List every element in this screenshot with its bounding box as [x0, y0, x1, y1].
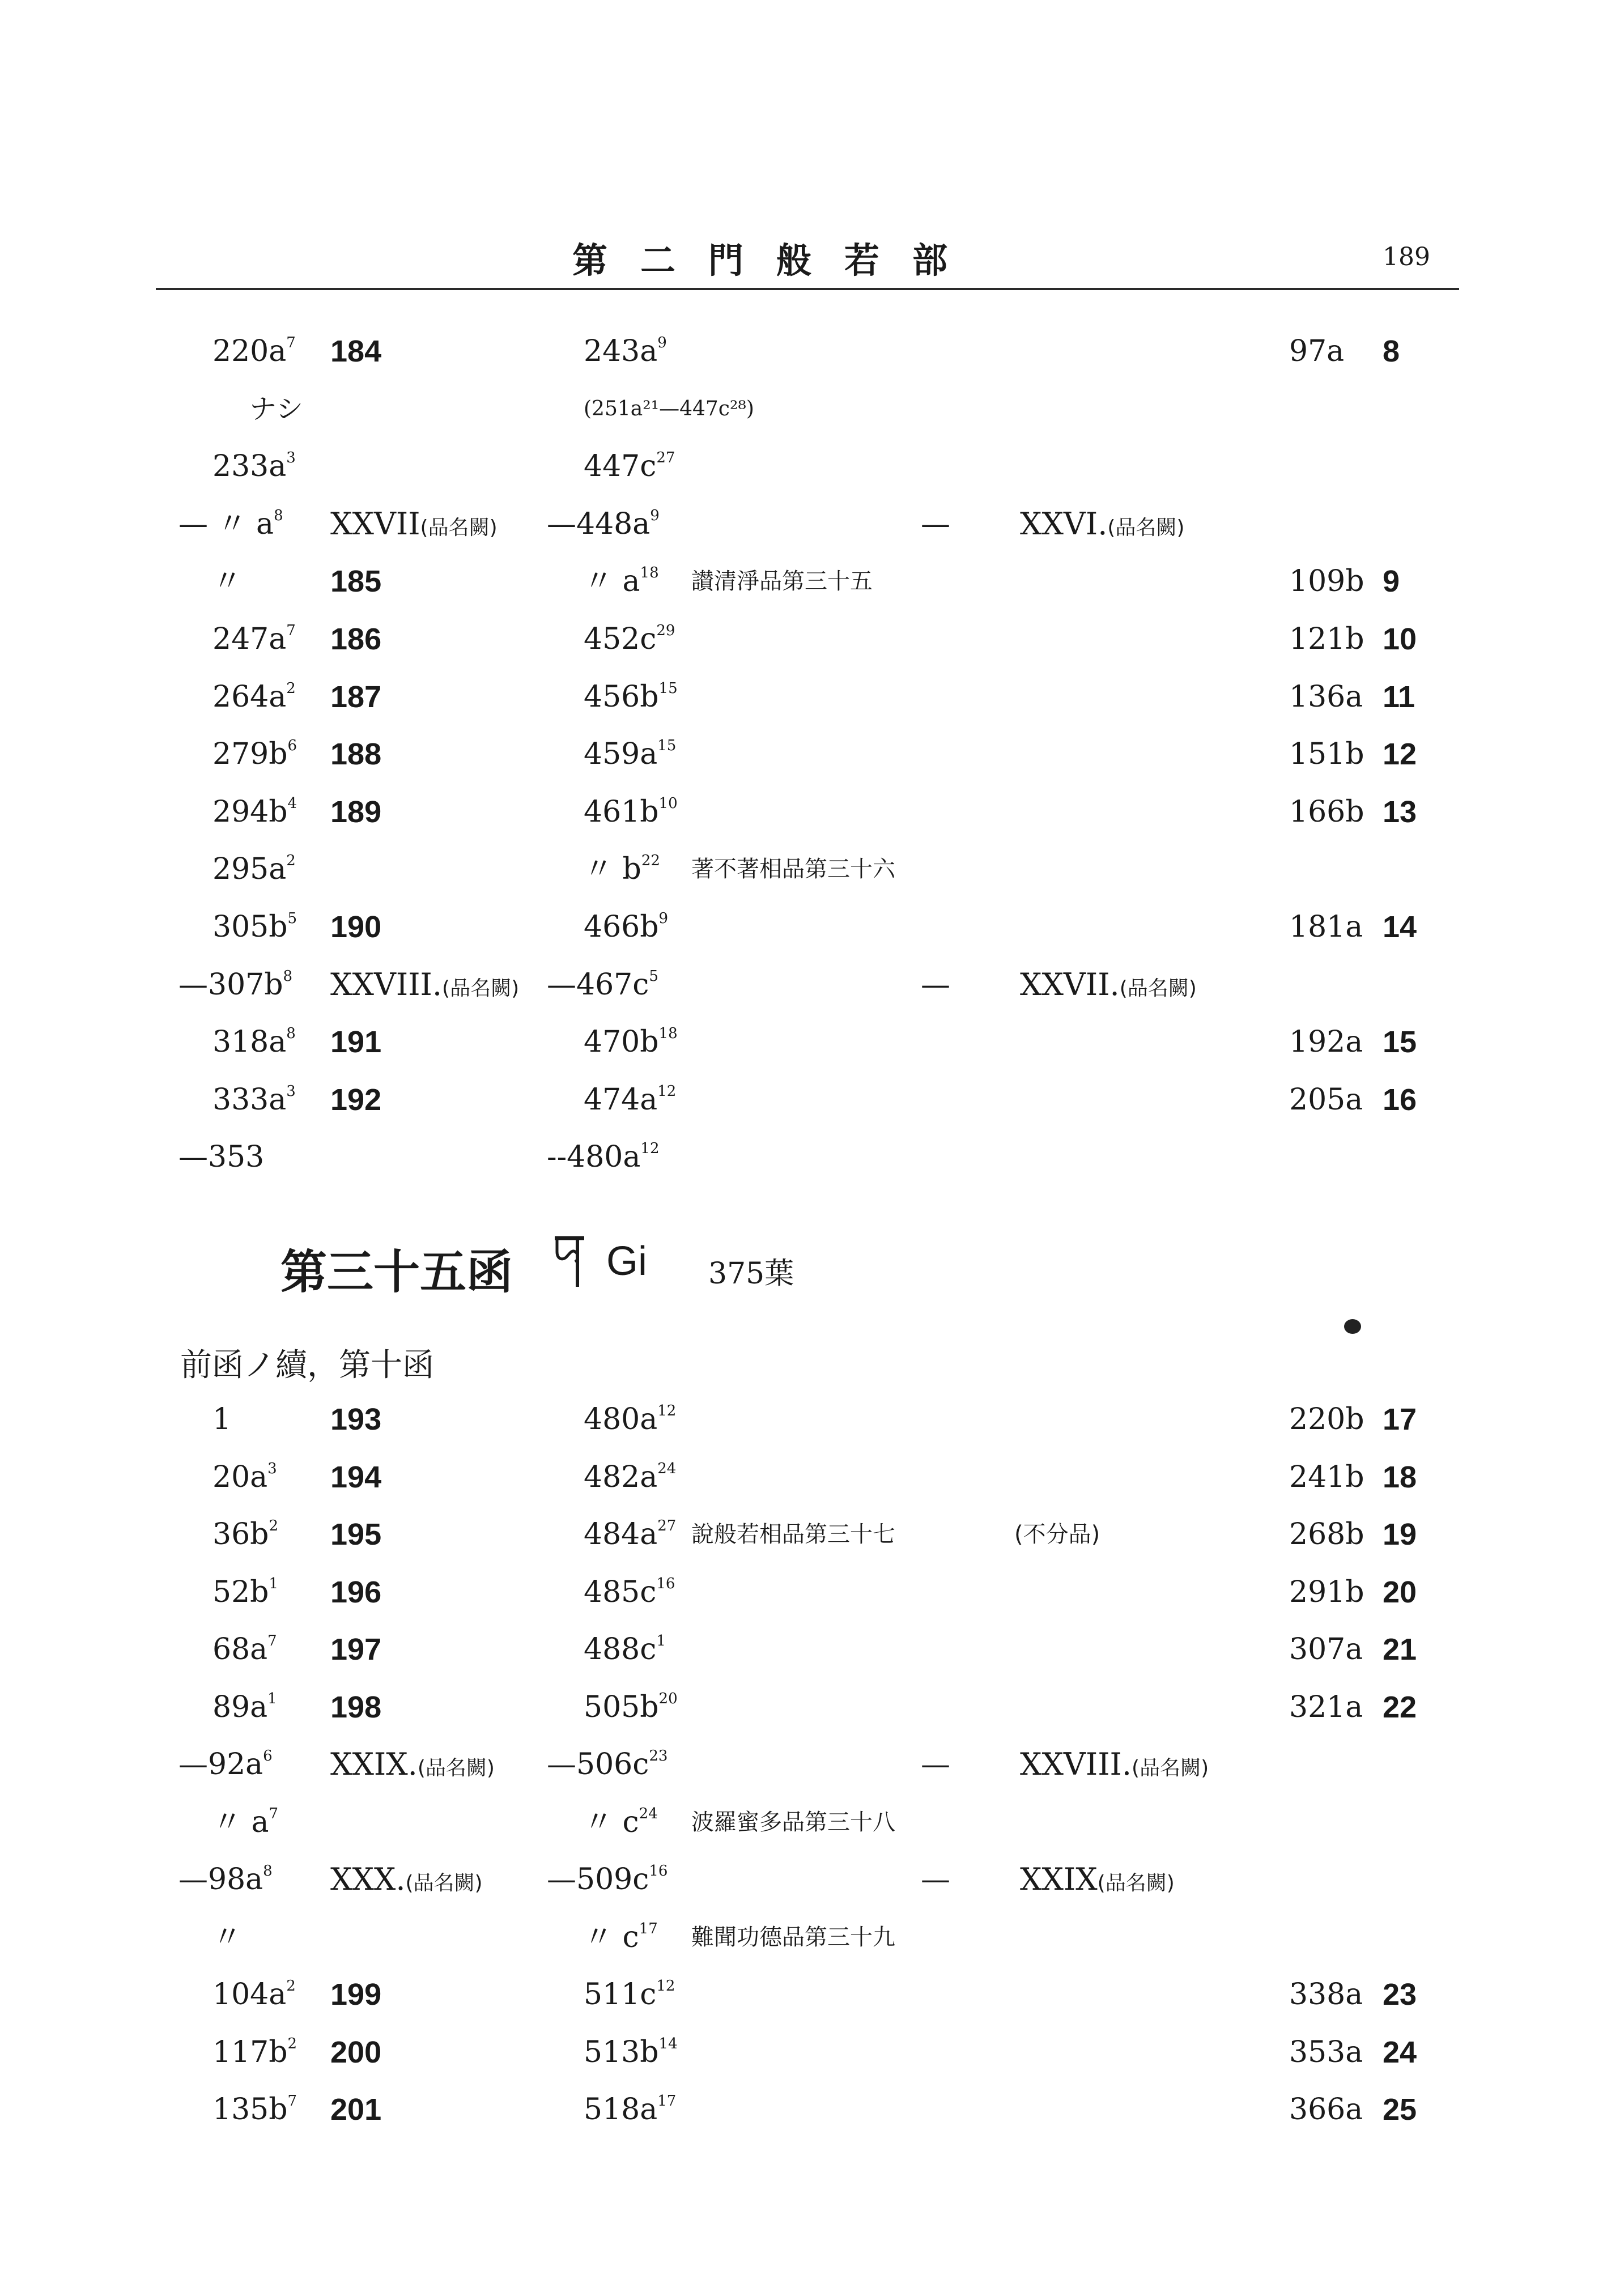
range-dash: — [921, 1747, 950, 1781]
start-ref [178, 501, 283, 547]
start-ref-value: 1 [212, 1402, 232, 1436]
roman-section-alt-value: XXVI. [1020, 505, 1108, 542]
table-row [0, 501, 1624, 547]
roman-section-note: (品名闕) [405, 1872, 483, 1895]
start-ref-value: 318a [212, 1025, 287, 1060]
page-ref [584, 847, 660, 892]
start-ref-value: 〃 [212, 1920, 243, 1954]
range-dash: — [921, 1863, 950, 1897]
page-ref-value: 484a [584, 1517, 658, 1551]
start-ref-superscript: 7 [267, 1632, 277, 1649]
volume-number: 200 [330, 2035, 382, 2069]
table-row [0, 1800, 1624, 1845]
start-ref-value: 135b [212, 2093, 288, 2127]
page-ref [584, 1397, 676, 1442]
sequence-number: 23 [1383, 1978, 1417, 2012]
start-ref-value: —353 [178, 1140, 265, 1175]
page-ref [584, 1512, 676, 1557]
start-ref [212, 1397, 231, 1442]
start-ref-value: — 〃 a [178, 507, 274, 541]
page-ref [584, 1800, 658, 1845]
section-subtitle: 前函ノ續，第十函 [180, 1347, 434, 1384]
tibetan-gi-letter-icon [552, 1232, 586, 1289]
start-ref [178, 1134, 264, 1180]
sequence-number: 11 [1383, 679, 1415, 714]
start-ref-value: —98a [178, 1863, 263, 1897]
start-ref-value: 117b [212, 2035, 288, 2069]
table-row [0, 2087, 1624, 2132]
table-row [0, 904, 1624, 950]
page-ref-superscript: 14 [658, 2035, 678, 2052]
volume-number: 191 [330, 1025, 382, 1060]
page-range-note: (251a²¹—447c²⁸) [584, 397, 754, 420]
table-row [0, 1512, 1624, 1557]
page-ref-value: 〃 b [584, 852, 641, 887]
page-ref-value: 470b [584, 1025, 659, 1060]
table-row [0, 444, 1624, 489]
chapter-title: 波羅蜜多品第三十八 [691, 1809, 895, 1835]
page-ref [584, 1455, 676, 1500]
page-ref-value: —448a [547, 507, 651, 541]
sequence-number: 19 [1383, 1517, 1417, 1551]
volume-number: 184 [330, 334, 382, 368]
roman-section-value: XXX. [330, 1861, 406, 1897]
volume-number: 185 [330, 564, 382, 599]
page-ref [584, 616, 675, 662]
table-row [0, 847, 1624, 892]
table-row [0, 2030, 1624, 2075]
roman-section-value: XXIX. [330, 1746, 418, 1782]
chapter-title: 著不著相品第三十六 [691, 856, 895, 883]
page-ref-superscript: 17 [657, 2093, 677, 2110]
roman-section [330, 1742, 495, 1791]
start-ref [178, 962, 292, 1007]
volume-number: 192 [330, 1082, 382, 1117]
start-ref-value: 〃 [212, 564, 243, 599]
volume-number: 194 [330, 1460, 382, 1494]
page-number: 189 [1383, 243, 1430, 271]
page-ref-superscript: 5 [649, 967, 658, 985]
start-ref-value: 264a [212, 679, 287, 714]
roman-section-alt-note: (品名闕) [1097, 1872, 1175, 1895]
folio-ref: 353a [1289, 2035, 1363, 2069]
page-ref-value: 505b [584, 1690, 659, 1724]
start-ref-superscript: 8 [274, 507, 283, 524]
sequence-number: 17 [1383, 1402, 1417, 1436]
volume-number: 199 [330, 1978, 382, 2012]
roman-section-alt-value: XXVII. [1020, 966, 1120, 1002]
folio-ref: 291b [1289, 1575, 1364, 1609]
sequence-number: 24 [1383, 2035, 1417, 2069]
table-row [0, 1685, 1624, 1730]
start-ref-value: 89a [212, 1690, 268, 1724]
table-row [0, 1627, 1624, 1672]
volume-number: 186 [330, 622, 382, 656]
folio-ref: 192a [1289, 1025, 1363, 1060]
page-ref-value: 452c [584, 622, 657, 656]
start-ref [212, 1570, 278, 1615]
volume-number: 187 [330, 679, 382, 714]
start-ref-value: 333a [212, 1082, 287, 1117]
page-ref [547, 1857, 668, 1902]
page-ref-superscript: 29 [656, 622, 675, 639]
roman-section-alt-note: (品名闕) [1119, 976, 1197, 1000]
roman-section [330, 1857, 483, 1906]
start-ref-value: 〃 a [212, 1805, 269, 1839]
folio-ref: 181a [1289, 910, 1363, 944]
start-ref-value: 295a [212, 852, 287, 887]
roman-section [330, 962, 519, 1011]
start-ref-superscript: 7 [286, 622, 296, 639]
start-ref [212, 559, 242, 604]
page-ref-value: --480a [547, 1140, 641, 1175]
start-ref-value: 104a [212, 1978, 287, 2012]
page-ref [547, 1134, 660, 1180]
start-ref-value: 220a [212, 334, 287, 368]
sequence-number: 21 [1383, 1632, 1417, 1666]
table-row [0, 1019, 1624, 1065]
folio-ref: 166b [1289, 794, 1364, 829]
page-ref-value: 243a [584, 334, 658, 368]
start-ref [212, 2030, 297, 2075]
page-ref-value: —506c [547, 1747, 649, 1781]
start-ref-superscript: 2 [286, 679, 296, 697]
page-ref-superscript: 27 [657, 1517, 677, 1534]
start-ref-value: 294b [212, 794, 288, 829]
table-row [0, 1397, 1624, 1442]
sequence-number: 18 [1383, 1460, 1417, 1494]
volume-number: 197 [330, 1632, 382, 1666]
start-ref-superscript: 8 [286, 1025, 296, 1043]
start-ref-superscript: 4 [287, 794, 297, 812]
page-ref [584, 329, 667, 374]
page-ref [584, 444, 675, 489]
start-ref-superscript: 1 [267, 1690, 277, 1707]
page-ref [584, 1077, 676, 1123]
page-ref-value: 〃 c [584, 1805, 639, 1839]
page-ref [584, 559, 659, 604]
table-row [0, 1455, 1624, 1500]
page-ref-superscript: 27 [656, 449, 675, 467]
start-ref [212, 904, 297, 950]
folio-ref: 121b [1289, 622, 1364, 656]
page-ref [584, 1019, 678, 1065]
page-ref-value: 482a [584, 1460, 658, 1494]
start-ref-value: 247a [212, 622, 287, 656]
page-ref [547, 1742, 668, 1787]
page-ref [584, 1627, 666, 1672]
page-ref-superscript: 20 [658, 1690, 678, 1707]
start-ref-value: —307b [178, 967, 283, 1002]
volume-number: 188 [330, 737, 382, 772]
start-ref [212, 1800, 278, 1845]
volume-number: 193 [330, 1402, 382, 1436]
roman-section-note: (品名闕) [417, 1757, 495, 1780]
roman-section-note: (品名闕) [420, 516, 498, 539]
page-ref-superscript: 15 [658, 679, 678, 697]
page-ref-superscript: 22 [641, 852, 660, 870]
page-ref-superscript: 16 [656, 1575, 675, 1592]
sequence-number: 12 [1383, 737, 1417, 772]
table-row [0, 962, 1624, 1007]
start-ref-superscript: 6 [287, 737, 297, 755]
header-rule [156, 288, 1459, 290]
start-ref [212, 1077, 296, 1123]
page-ref-superscript: 1 [656, 1632, 666, 1649]
folio-ref: 97a [1289, 334, 1345, 368]
page-ref-superscript: 16 [649, 1863, 668, 1880]
volume-number: 190 [330, 910, 382, 944]
roman-section-value: XXVIII. [330, 966, 443, 1002]
start-ref-value: 36b [212, 1517, 269, 1551]
page-ref [584, 789, 678, 835]
page-ref-superscript: 12 [656, 1978, 675, 1995]
page-ref-superscript: 12 [657, 1402, 677, 1419]
roman-section-alt-note: (品名闕) [1132, 1757, 1209, 1780]
page-ref-value: 518a [584, 2093, 658, 2127]
table-row [0, 559, 1624, 604]
start-ref-superscript: 6 [263, 1747, 273, 1764]
page-ref-superscript: 15 [657, 737, 677, 755]
table-row [0, 1570, 1624, 1615]
start-ref-value: —92a [178, 1747, 263, 1781]
page-ref-value: 511c [584, 1978, 657, 2012]
page-ref [584, 2030, 678, 2075]
sequence-number: 25 [1383, 2093, 1417, 2127]
start-ref-value: 68a [212, 1632, 268, 1666]
chapter-title: 說般若相品第三十七 [691, 1521, 895, 1547]
page-ref [584, 1915, 658, 1960]
folio-ref: 338a [1289, 1978, 1363, 2012]
start-ref [178, 1742, 273, 1787]
page-ref-value: 〃 c [584, 1920, 639, 1954]
start-ref [178, 1857, 273, 1902]
start-ref [212, 1019, 296, 1065]
range-dash: — [921, 507, 950, 541]
page-ref-value: 513b [584, 2035, 659, 2069]
roman-section-alt-value: XXVIII. [1020, 1746, 1132, 1782]
range-dash: — [921, 967, 950, 1002]
page-ref-value: —509c [547, 1863, 649, 1897]
roman-section-value: XXVII [330, 505, 420, 542]
page-ref-superscript: 12 [657, 1082, 677, 1100]
start-ref [212, 1627, 277, 1672]
page-ref-value: 466b [584, 910, 659, 944]
start-ref-superscript: 7 [287, 2093, 297, 2110]
folio-ref: 151b [1289, 737, 1364, 772]
volume-number: 198 [330, 1690, 382, 1724]
folio-ref: 220b [1289, 1402, 1364, 1436]
table-row [0, 1077, 1624, 1123]
page-ref-superscript: 18 [640, 564, 659, 582]
sequence-number: 14 [1383, 910, 1417, 944]
start-ref [212, 2087, 297, 2132]
start-ref-note: ナシ [249, 393, 304, 425]
start-ref-superscript: 3 [286, 1082, 296, 1100]
page-ref-superscript: 9 [650, 507, 660, 524]
volume-number: 196 [330, 1575, 382, 1609]
page-ref-value: 447c [584, 449, 657, 484]
folio-ref: 268b [1289, 1517, 1364, 1551]
start-ref-superscript: 5 [287, 910, 297, 927]
start-ref [212, 1915, 242, 1960]
start-ref-superscript: 2 [286, 1978, 296, 1995]
start-ref [212, 1972, 296, 2017]
page-ref-value: 488c [584, 1632, 657, 1666]
page-ref [584, 1570, 675, 1615]
page-ref-value: 485c [584, 1575, 657, 1609]
table-row [0, 1742, 1624, 1787]
start-ref-superscript: 2 [287, 2035, 297, 2052]
volume-number: 201 [330, 2093, 382, 2127]
start-ref [212, 674, 296, 720]
roman-section [330, 501, 498, 551]
table-row [0, 1134, 1624, 1180]
page-ref [584, 2087, 676, 2132]
roman-section-alt [1020, 501, 1184, 551]
page-ref-value: 480a [584, 1402, 658, 1436]
roman-section-alt-value: XXIX [1020, 1861, 1098, 1897]
volume-number: 195 [330, 1517, 382, 1551]
start-ref-value: 279b [212, 737, 288, 772]
sequence-number: 22 [1383, 1690, 1417, 1724]
table-row [0, 386, 1624, 432]
page-ref-superscript: 18 [658, 1025, 678, 1043]
table-row [0, 789, 1624, 835]
page-ref [584, 904, 668, 950]
table-row [0, 1972, 1624, 2017]
start-ref [212, 444, 296, 489]
start-ref-value: 233a [212, 449, 287, 484]
roman-section-alt-note: (品名闕) [1107, 516, 1185, 539]
chapter-title: 讃清淨品第三十五 [691, 568, 873, 595]
page-ref-value: 456b [584, 679, 659, 714]
sequence-number: 16 [1383, 1082, 1417, 1117]
table-row [0, 732, 1624, 777]
page-ref-value: 461b [584, 794, 659, 829]
page-ref-superscript: 9 [657, 334, 667, 351]
start-ref [212, 789, 297, 835]
page-ref-superscript: 12 [640, 1140, 660, 1158]
sequence-number: 9 [1383, 564, 1400, 599]
volume-number: 189 [330, 794, 382, 829]
folio-ref: 321a [1289, 1690, 1363, 1724]
start-ref-value: 52b [212, 1575, 269, 1609]
start-ref-superscript: 8 [263, 1863, 273, 1880]
page-ref-superscript: 24 [657, 1460, 677, 1477]
start-ref [212, 1455, 277, 1500]
start-ref-value: 305b [212, 910, 288, 944]
folio-ref: 241b [1289, 1460, 1364, 1494]
start-ref-superscript: 7 [269, 1805, 279, 1822]
roman-section-alt [1020, 1742, 1209, 1791]
page-ref-value: 〃 a [584, 564, 640, 599]
start-ref-superscript: 2 [286, 852, 296, 870]
start-ref-superscript: 2 [269, 1517, 279, 1534]
page-ref-value: 474a [584, 1082, 658, 1117]
start-ref [212, 616, 296, 662]
table-row [0, 329, 1624, 374]
sequence-number: 8 [1383, 334, 1400, 368]
page-ref [547, 962, 658, 1007]
page-ref-superscript: 9 [658, 910, 669, 927]
folio-ref: 307a [1289, 1632, 1363, 1666]
page-ref-value: 459a [584, 737, 658, 772]
table-row [0, 1857, 1624, 1902]
page-ref-superscript: 23 [649, 1747, 668, 1764]
start-ref-superscript: 3 [267, 1460, 277, 1477]
folio-ref: 366a [1289, 2093, 1363, 2127]
start-ref [212, 1512, 278, 1557]
page-ref-superscript: 10 [658, 794, 678, 812]
roman-section-alt [1020, 962, 1197, 1011]
table-row [0, 674, 1624, 720]
page-ref-value: —467c [547, 967, 649, 1002]
page-ref-superscript: 24 [639, 1805, 658, 1822]
section-title: 第三十五函 [280, 1245, 513, 1299]
sequence-number: 20 [1383, 1575, 1417, 1609]
table-row [0, 616, 1624, 662]
folio-ref: 109b [1289, 564, 1364, 599]
folio-ref: 205a [1289, 1082, 1363, 1117]
roman-section-alt [1020, 1857, 1175, 1906]
page-header-title: 第二門般若部 [572, 240, 981, 281]
start-ref-value: 20a [212, 1460, 268, 1494]
start-ref-superscript: 3 [286, 449, 296, 467]
start-ref [212, 1685, 277, 1730]
start-ref [212, 329, 296, 374]
page-ref-superscript: 17 [639, 1920, 658, 1937]
section-code: Gi [606, 1239, 647, 1284]
table-row [0, 1915, 1624, 1960]
chapter-note: (不分品) [1014, 1521, 1100, 1547]
page-ref [584, 1972, 675, 2017]
folio-ref: 136a [1289, 679, 1363, 714]
ink-spot [1344, 1319, 1361, 1334]
chapter-title: 難聞功德品第三十九 [691, 1924, 895, 1950]
page-ref [584, 1685, 678, 1730]
page-ref [584, 732, 676, 777]
sequence-number: 15 [1383, 1025, 1417, 1060]
sequence-number: 13 [1383, 794, 1417, 829]
section-leaf-count: 375葉 [708, 1257, 794, 1291]
page-ref [547, 501, 660, 547]
sequence-number: 10 [1383, 622, 1417, 656]
start-ref [212, 847, 296, 892]
roman-section-note: (品名闕) [442, 976, 520, 1000]
start-ref-superscript: 1 [269, 1575, 279, 1592]
start-ref [212, 732, 297, 777]
page-ref [584, 674, 678, 720]
start-ref-superscript: 7 [286, 334, 296, 351]
start-ref-superscript: 8 [283, 967, 293, 985]
